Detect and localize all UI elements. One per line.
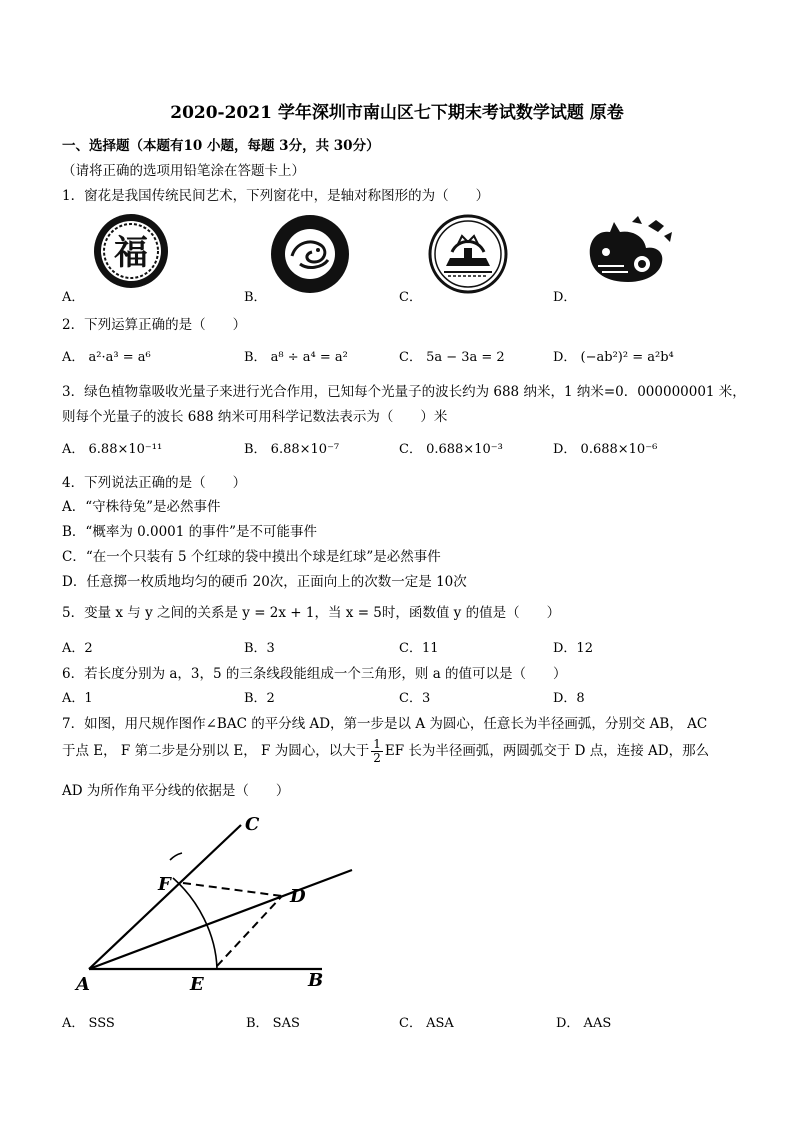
q6-option-a: A．1 (62, 691, 93, 706)
q6-option-c: C．3 (399, 691, 431, 706)
fraction-numerator: 1 (373, 737, 381, 751)
segment-ed (217, 896, 282, 966)
q1-image-c (428, 214, 508, 298)
label-d: D (290, 886, 306, 907)
q1-option-a: A． (62, 290, 85, 305)
q4-option-b: B．“概率为 0.0001 的事件”是不可能事件 (62, 524, 318, 540)
q1-option-c: C． (399, 290, 422, 305)
q1-option-b: B． (244, 290, 267, 305)
q5-option-c: C．11 (399, 641, 439, 656)
q6-option-d: D．8 (553, 691, 585, 706)
label-b: B (308, 970, 324, 991)
q3-option-c: C． 0.688×10⁻³ (399, 442, 503, 457)
label-e: E (190, 974, 204, 995)
q4-option-a: A．“守株待兔”是必然事件 (62, 499, 221, 515)
label-f: F (158, 874, 171, 895)
page-title: 2020-2021 学年深圳市南山区七下期末考试数学试题 原卷 (170, 103, 624, 123)
q7-option-c: C． ASA (399, 1016, 454, 1031)
q4-stem: 4．下列说法正确的是（ ） (62, 475, 247, 491)
ray-ac (89, 825, 241, 969)
section-note: （请将正确的选项用铅笔涂在答题卡上） (62, 163, 305, 179)
q3-stem-line1: 3．绿色植物靠吸收光量子来进行光合作用，已知每个光量子的波长约为 688 纳米，1 纳米=0．000000001 米， (62, 384, 746, 400)
arc-top (170, 853, 182, 860)
q2-option-a: A． a²·a³ = a⁶ (62, 350, 151, 365)
q3-option-b: B． 6.88×10⁻⁷ (244, 442, 340, 457)
q2-option-d: D． (−ab²)² = a²b⁴ (553, 350, 674, 365)
q3-option-d: D． 0.688×10⁻⁶ (553, 442, 658, 457)
section-heading: 一、选择题（本题有10 小题，每题 3分，共 30分） (62, 138, 380, 154)
q7-line2-end: EF 长为半径画弧，两圆弧交于 D 点，连接 AD，那么 (384, 743, 710, 759)
ray-ad (89, 870, 352, 969)
q2-option-b: B． a⁸ ÷ a⁴ = a² (244, 350, 348, 365)
q5-option-a: A．2 (62, 641, 93, 656)
fu-char: 福 (114, 233, 148, 273)
q7-line2-start: 于点 E， F 第二步是分别以 E， F 为圆心，以大于 (62, 743, 370, 759)
q7-line3: AD 为所作角平分线的依据是（ ） (62, 783, 290, 799)
q7-option-d: D． AAS (556, 1016, 612, 1031)
q7-option-b: B． SAS (246, 1016, 300, 1031)
angle-bisector-figure (70, 808, 370, 1002)
half-fraction (371, 738, 383, 765)
q1-image-d (584, 212, 676, 296)
q2-stem: 2．下列运算正确的是（ ） (62, 317, 247, 333)
q1-image-b (270, 214, 350, 298)
q2-option-c: C． 5a − 3a = 2 (399, 350, 505, 365)
q3-stem-line2: 则每个光量子的波长 688 纳米可用科学记数法表示为（ ）米 (62, 409, 448, 425)
q5-option-d: D．12 (553, 641, 593, 656)
q3-option-a: A． 6.88×10⁻¹¹ (62, 442, 163, 457)
q6-option-b: B．2 (244, 691, 275, 706)
q6-stem: 6．若长度分别为 a，3，5 的三条线段能组成一个三角形，则 a 的值可以是（ ） (62, 666, 567, 682)
segment-fd (183, 883, 282, 896)
q4-option-d: D．任意掷一枚质地均匀的硬币 20次，正面向上的次数一定是 10次 (62, 574, 467, 590)
q7-line1: 7．如图，用尺规作图作∠BAC 的平分线 AD，第一步是以 A 为圆心，任意长为半径画弧，分别交 AB， AC (62, 716, 708, 732)
q1-stem: 1．窗花是我国传统民间艺术，下列窗花中，是轴对称图形的为（ ） (62, 188, 490, 204)
q1-image-a (92, 212, 170, 294)
label-a: A (76, 974, 90, 995)
q4-option-c: C．“在一个只装有 5 个红球的袋中摸出个球是红球”是必然事件 (62, 549, 441, 565)
label-c: C (245, 814, 260, 835)
q7-option-a: A． SSS (62, 1016, 115, 1031)
q1-option-d: D． (553, 290, 577, 305)
q7-line2 (62, 738, 709, 765)
q5-stem: 5．变量 x 与 y 之间的关系是 y = 2x + 1，当 x = 5时，函数值 y 的值是（ ） (62, 605, 561, 621)
fraction-denominator: 2 (373, 751, 381, 765)
q5-option-b: B．3 (244, 641, 275, 656)
